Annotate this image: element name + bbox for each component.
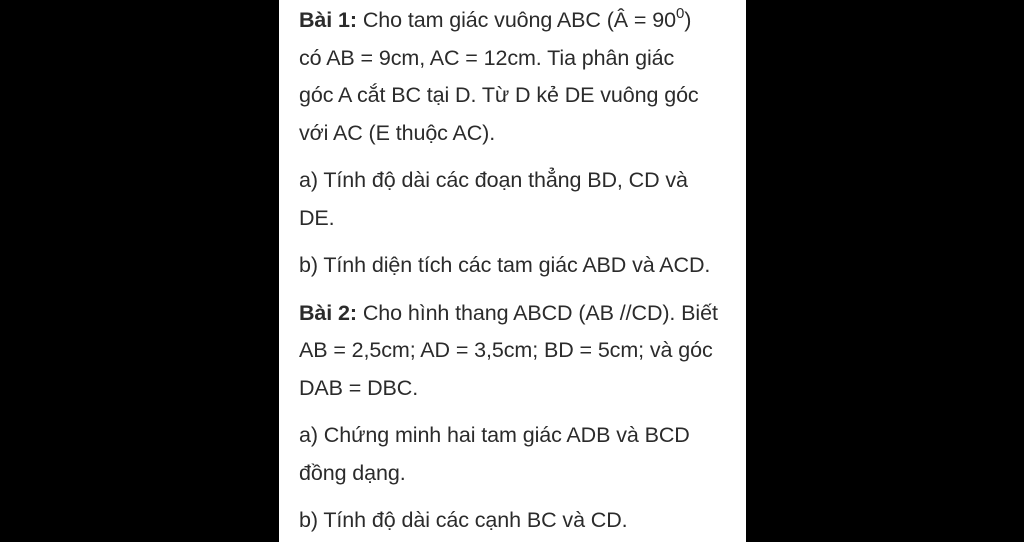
bai2-line-3: DAB = DBC. <box>299 375 419 400</box>
exercise-text <box>299 2 736 540</box>
bai1-a-line-2: DE. <box>299 205 335 230</box>
document-page <box>279 0 746 542</box>
bai2-a-line-2: đồng dạng. <box>299 460 406 485</box>
bai1-line-4: với AC (E thuộc AC). <box>299 120 496 145</box>
bai1-line-2: có AB = 9cm, AC = 12cm. Tia phân giác <box>299 45 675 70</box>
bai1-b-line-1: b) Tính diện tích các tam giác ABD và ACD. <box>299 253 711 277</box>
bai2-line-1: Bài 2: Cho hình thang ABCD (AB //CD). Biết <box>299 300 718 325</box>
bai2-line-2: AB = 2,5cm; AD = 3,5cm; BD = 5cm; và góc <box>299 338 713 362</box>
bai1-line-1: Bài 1: Cho tam giác vuông ABC (Â = $90^0$) <box>299 5 692 32</box>
bai1-problem <box>299 2 736 152</box>
bai1-a-line-1: a) Tính độ dài các đoạn thẳng BD, CD và <box>299 168 688 192</box>
bai2-problem <box>299 295 736 408</box>
bai1-line-3: góc A cắt BC tại D. Từ D kẻ DE vuông góc <box>299 83 699 107</box>
bai2-part-b <box>299 502 736 540</box>
bai1-part-b <box>299 247 736 285</box>
degree-superscript: 0 <box>675 5 685 22</box>
bai2-a-line-1: a) Chứng minh hai tam giác ADB và BCD <box>299 423 690 447</box>
bai1-label: Bài 1: <box>299 8 357 32</box>
bai2-part-a <box>299 417 736 492</box>
bai1-part-a <box>299 162 736 237</box>
bai2-b-line-1: b) Tính độ dài các cạnh BC và CD. <box>299 508 628 532</box>
bai2-label: Bài 2: <box>299 300 357 325</box>
